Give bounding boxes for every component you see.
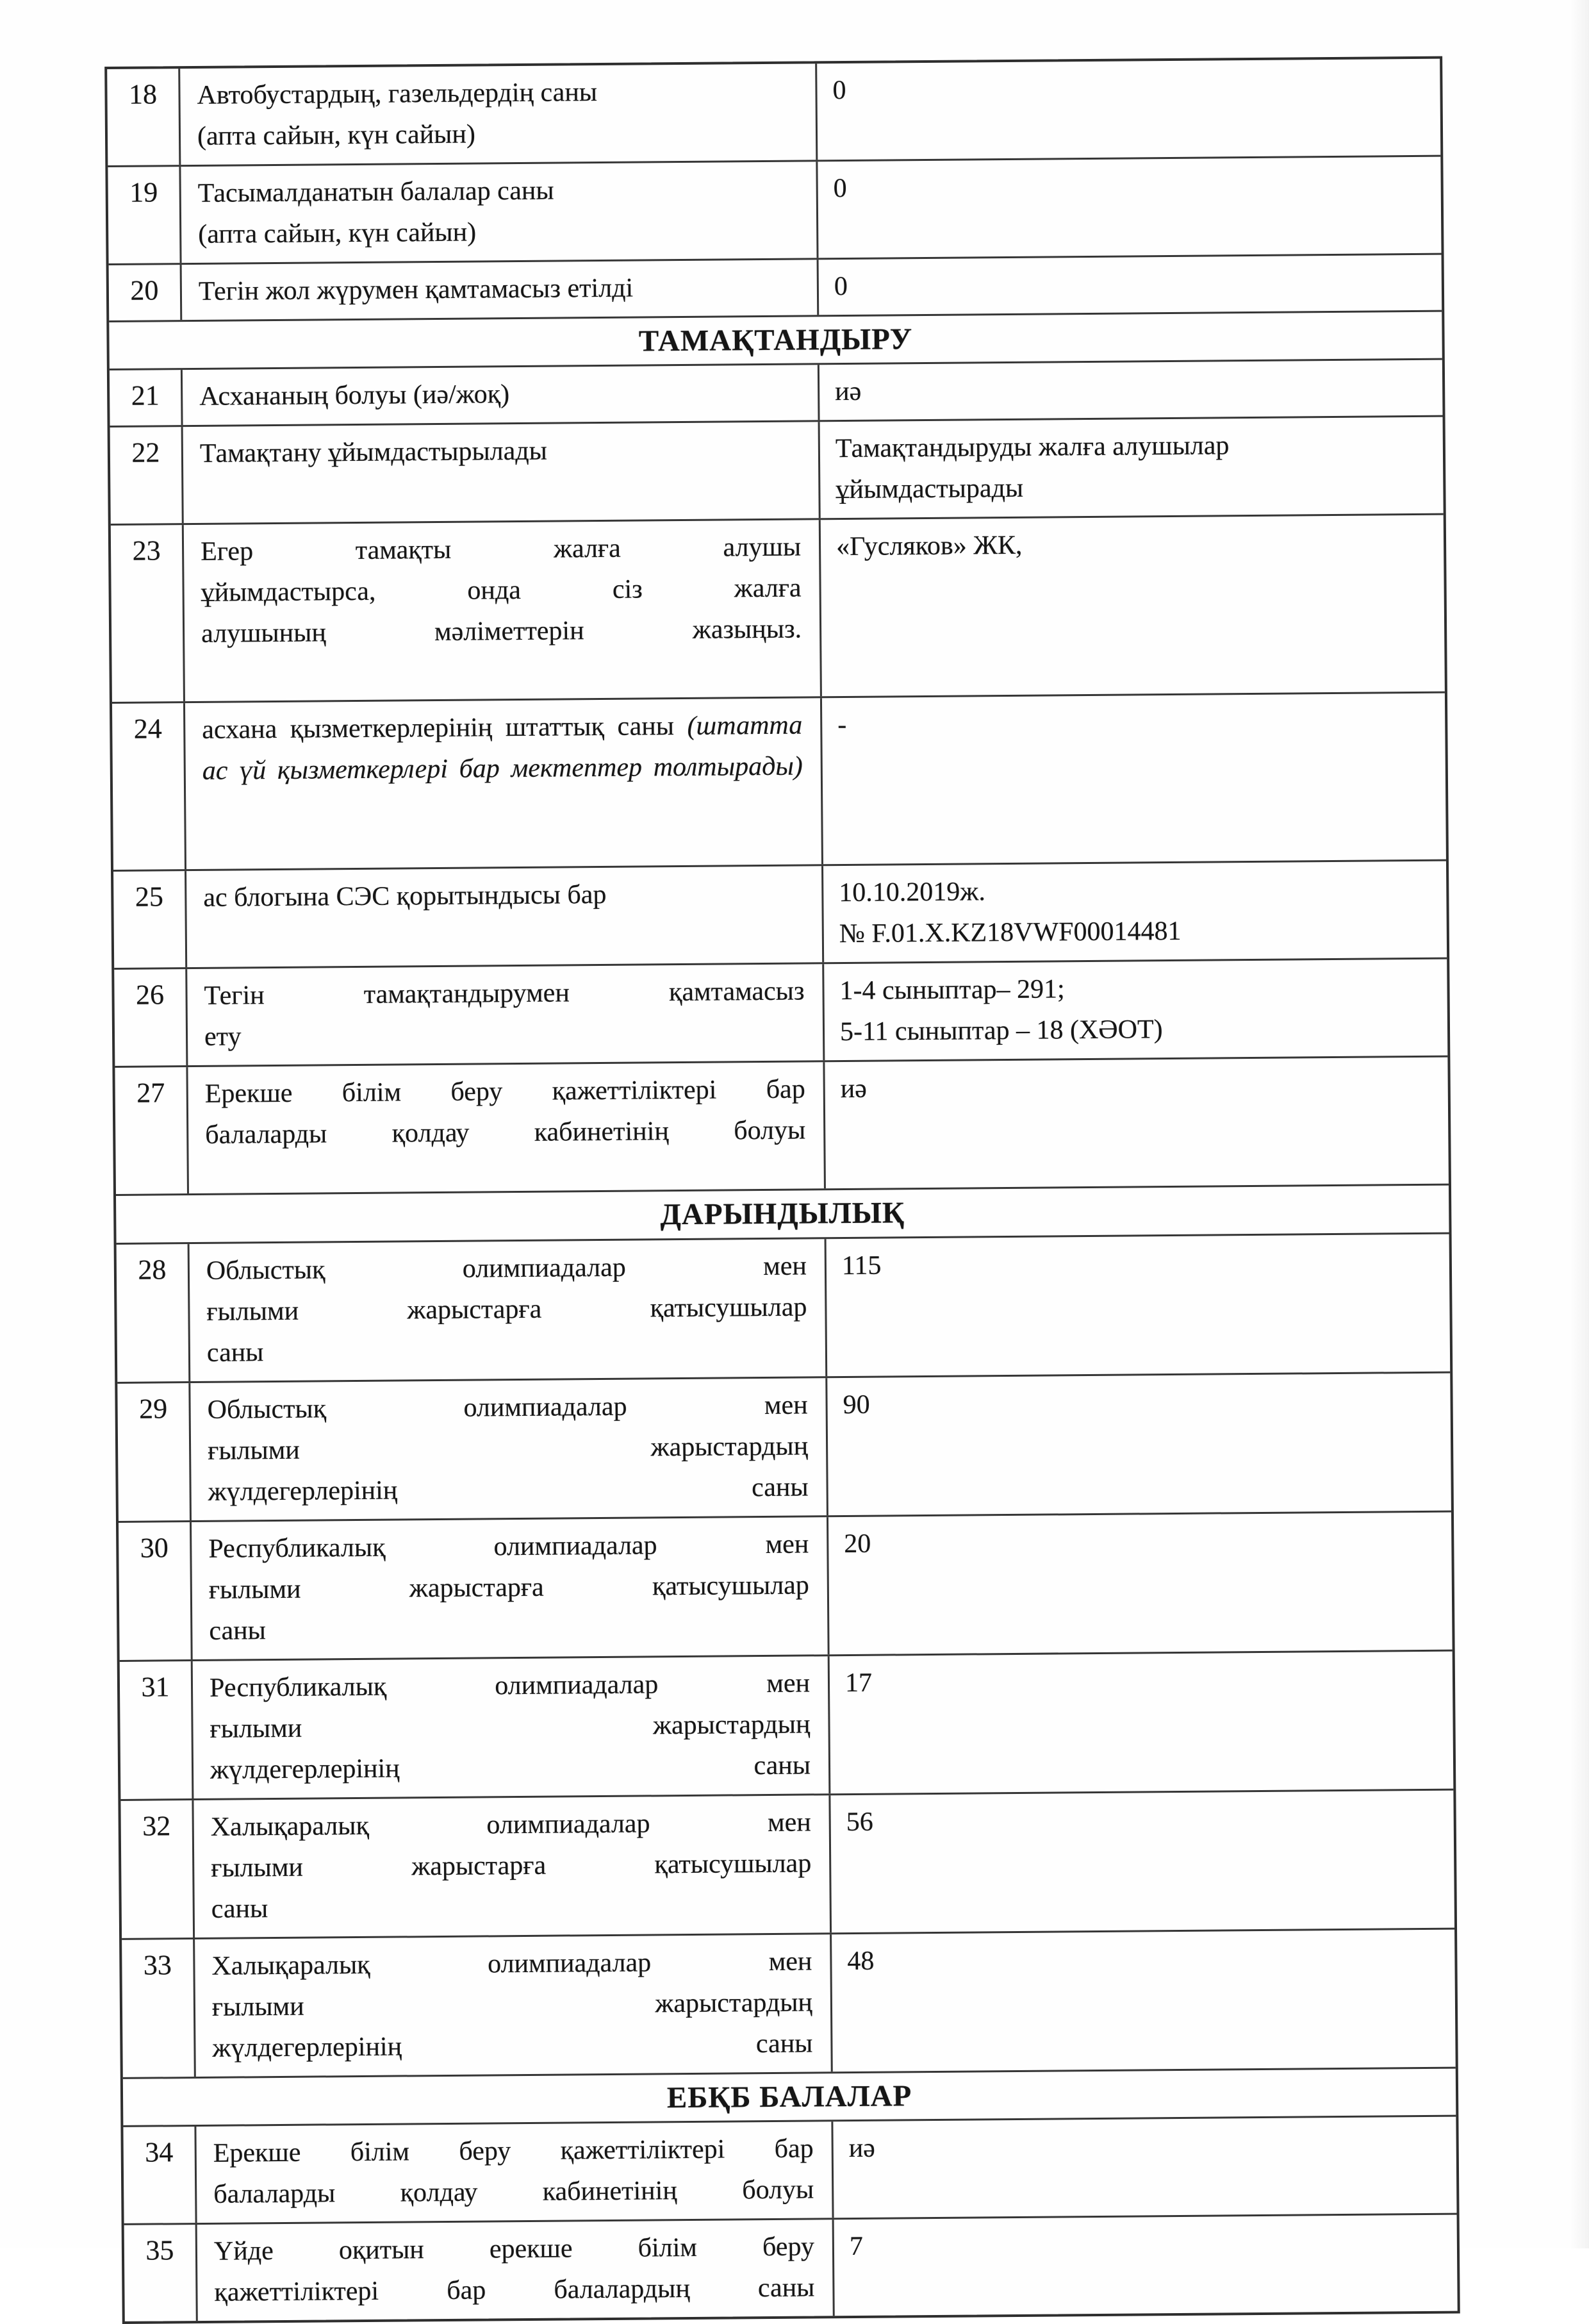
table-row [107,59,1440,165]
row-number: 28 [117,1244,191,1382]
row-number: 24 [112,703,186,870]
value-text: Тамақтандыруды жалға алушылар ұйымдастырады [835,431,1230,505]
question-text: Халықаралық олимпиадалар мен ғылыми жарыстарға қатысушылар саны [210,1807,812,1924]
table-row [113,859,1447,968]
value-cell [822,693,1446,865]
value-text: 90 [843,1390,870,1420]
row-number: 26 [114,969,188,1066]
table-row [123,2115,1456,2223]
value-text: 17 [844,1668,873,1698]
table-row [115,1056,1449,1194]
table-row [109,253,1442,320]
question-cell [187,964,825,1065]
question-cell [193,1656,831,1798]
row-number: 19 [108,167,181,263]
value-text: 48 [847,1946,875,1977]
section-header-giftedness: ДАРЫНДЫЛЫҚ [116,1184,1449,1243]
value-cell [832,1930,1456,2072]
row-number: 31 [120,1661,194,1799]
value-cell [828,1513,1453,1655]
table-row [120,1789,1454,1938]
question-text: Облыстық олимпиадалар мен ғылыми жарыстарға қатысушылар саны [206,1251,807,1368]
school-report-table [104,56,1460,2324]
table-row [111,513,1445,702]
question-cell [190,1378,828,1520]
value-text: «Гусляков» ЖК, [836,530,1023,562]
value-cell [819,255,1442,315]
row-number: 22 [110,427,184,524]
question-text: Тасымалданатын балалар саны (апта сайын, күн сайын) [197,176,554,249]
table-row [112,692,1446,870]
table-row [122,1928,1456,2077]
value-cell [824,959,1447,1061]
value-cell [830,1791,1454,1933]
value-text: иә [840,1074,868,1104]
value-text: 1-4 сыныптар– 291; 5-11 сыныптар – 18 (ХӘОТ) [839,974,1163,1047]
value-text: 0 [832,75,846,106]
question-cell [192,1517,830,1659]
question-text: Республикалық олимпиадалар мен ғылыми жарыстарға қатысушылар саны [208,1529,809,1646]
question-text [202,705,803,792]
table-row [108,155,1441,263]
question-cell [184,520,822,701]
section-header-catering: ТАМАҚТАНДЫРУ [109,310,1442,369]
row-number: 18 [107,69,181,165]
value-text: 0 [833,173,847,204]
section-header-sen-children: ЕБҚБ БАЛАЛАР [123,2067,1456,2125]
value-cell [821,515,1445,697]
row-number: 21 [110,370,183,426]
question-text: Республикалық олимпиадалар мен ғылыми жарыстардың жүлдегерлерінің саны [209,1668,811,1785]
row-number: 23 [111,525,185,702]
row-number: 29 [117,1383,192,1521]
question-text: ас блогына СЭС қорытындысы бар [203,879,607,913]
question-text: Тамақтану ұйымдастырылады [199,436,548,469]
value-cell [834,2215,1458,2316]
table-row [114,958,1447,1066]
question-text: Үйде оқитын ерекше білім беру қажеттіліктері бар балалардың саны [213,2232,815,2307]
question-text: Асхананың болуы (иә/жоқ) [199,379,510,411]
question-cell [196,2121,834,2223]
question-cell [186,866,824,967]
row-number: 33 [122,1939,196,2077]
row-number: 20 [109,265,183,320]
table-row [124,2213,1458,2321]
value-text: 0 [834,271,848,302]
value-text: 7 [849,2231,864,2262]
question-text: Тегін жол жүрумен қамтамасыз етілді [198,273,634,306]
question-cell [195,1934,833,2077]
question-cell [188,1062,826,1193]
value-cell [833,2117,1456,2218]
table-row [117,1372,1451,1521]
table-row [117,1233,1451,1382]
row-number: 32 [120,1800,195,1938]
question-cell [181,162,818,263]
question-cell [190,1239,828,1381]
question-text-normal: асхана қызметкерлерінің штаттық саны [202,711,687,745]
question-cell [193,1795,832,1938]
value-cell [825,1058,1449,1189]
row-number: 25 [113,871,187,968]
value-cell [823,861,1447,963]
value-text: иә [835,376,862,407]
question-text: Тегін тамақтандырумен қамтамасыз ету [204,976,805,1052]
value-cell [827,1234,1451,1377]
row-number: 35 [124,2225,198,2321]
value-cell [817,59,1440,160]
table-row [110,358,1443,426]
row-number: 34 [123,2127,197,2223]
question-text-italic-note: (штатта ас үй қызметкерлері бар мектептер толтырады) [202,710,803,786]
question-text: Ерекше білім беру қажеттіліктері бар балаларды қолдау кабинетінің болуы [213,2134,814,2209]
value-text: 56 [846,1807,873,1838]
value-cell [820,417,1444,519]
question-cell [185,698,823,869]
row-number: 30 [119,1522,193,1660]
table-row [120,1650,1454,1799]
question-text: Автобустардың, газельдердің саны (апта сайын, күн сайын) [197,78,598,151]
question-text: Халықаралық олимпиадалар мен ғылыми жарыстардың жүлдегерлерінің саны [211,1946,813,2063]
table-row [110,415,1444,524]
question-cell [183,422,821,523]
value-text: 10.10.2019ж. № F.01.X.KZ18VWF00014481 [839,877,1181,949]
value-cell [827,1374,1451,1516]
question-cell [182,260,819,320]
value-text: 20 [844,1529,871,1559]
table-row [119,1511,1453,1660]
value-text: - [837,710,847,740]
value-text: 115 [841,1250,882,1281]
question-cell [183,365,820,425]
value-cell [819,360,1443,420]
question-text: Облыстық олимпиадалар мен ғылыми жарыстардың жүлдегерлерінің саны [207,1390,809,1507]
value-cell [818,157,1441,258]
value-cell [830,1652,1454,1794]
question-cell [180,63,818,165]
value-text: иә [848,2133,876,2164]
question-text: Егер тамақты жалға алушы ұйымдастырса, онда сіз жалға алушының мәліметтерін жазыңыз. [200,532,802,649]
row-number: 27 [115,1067,189,1194]
question-cell [197,2220,835,2321]
question-text: Ерекше білім беру қажеттіліктері бар балаларды қолдау кабинетінің болуы [204,1074,806,1150]
